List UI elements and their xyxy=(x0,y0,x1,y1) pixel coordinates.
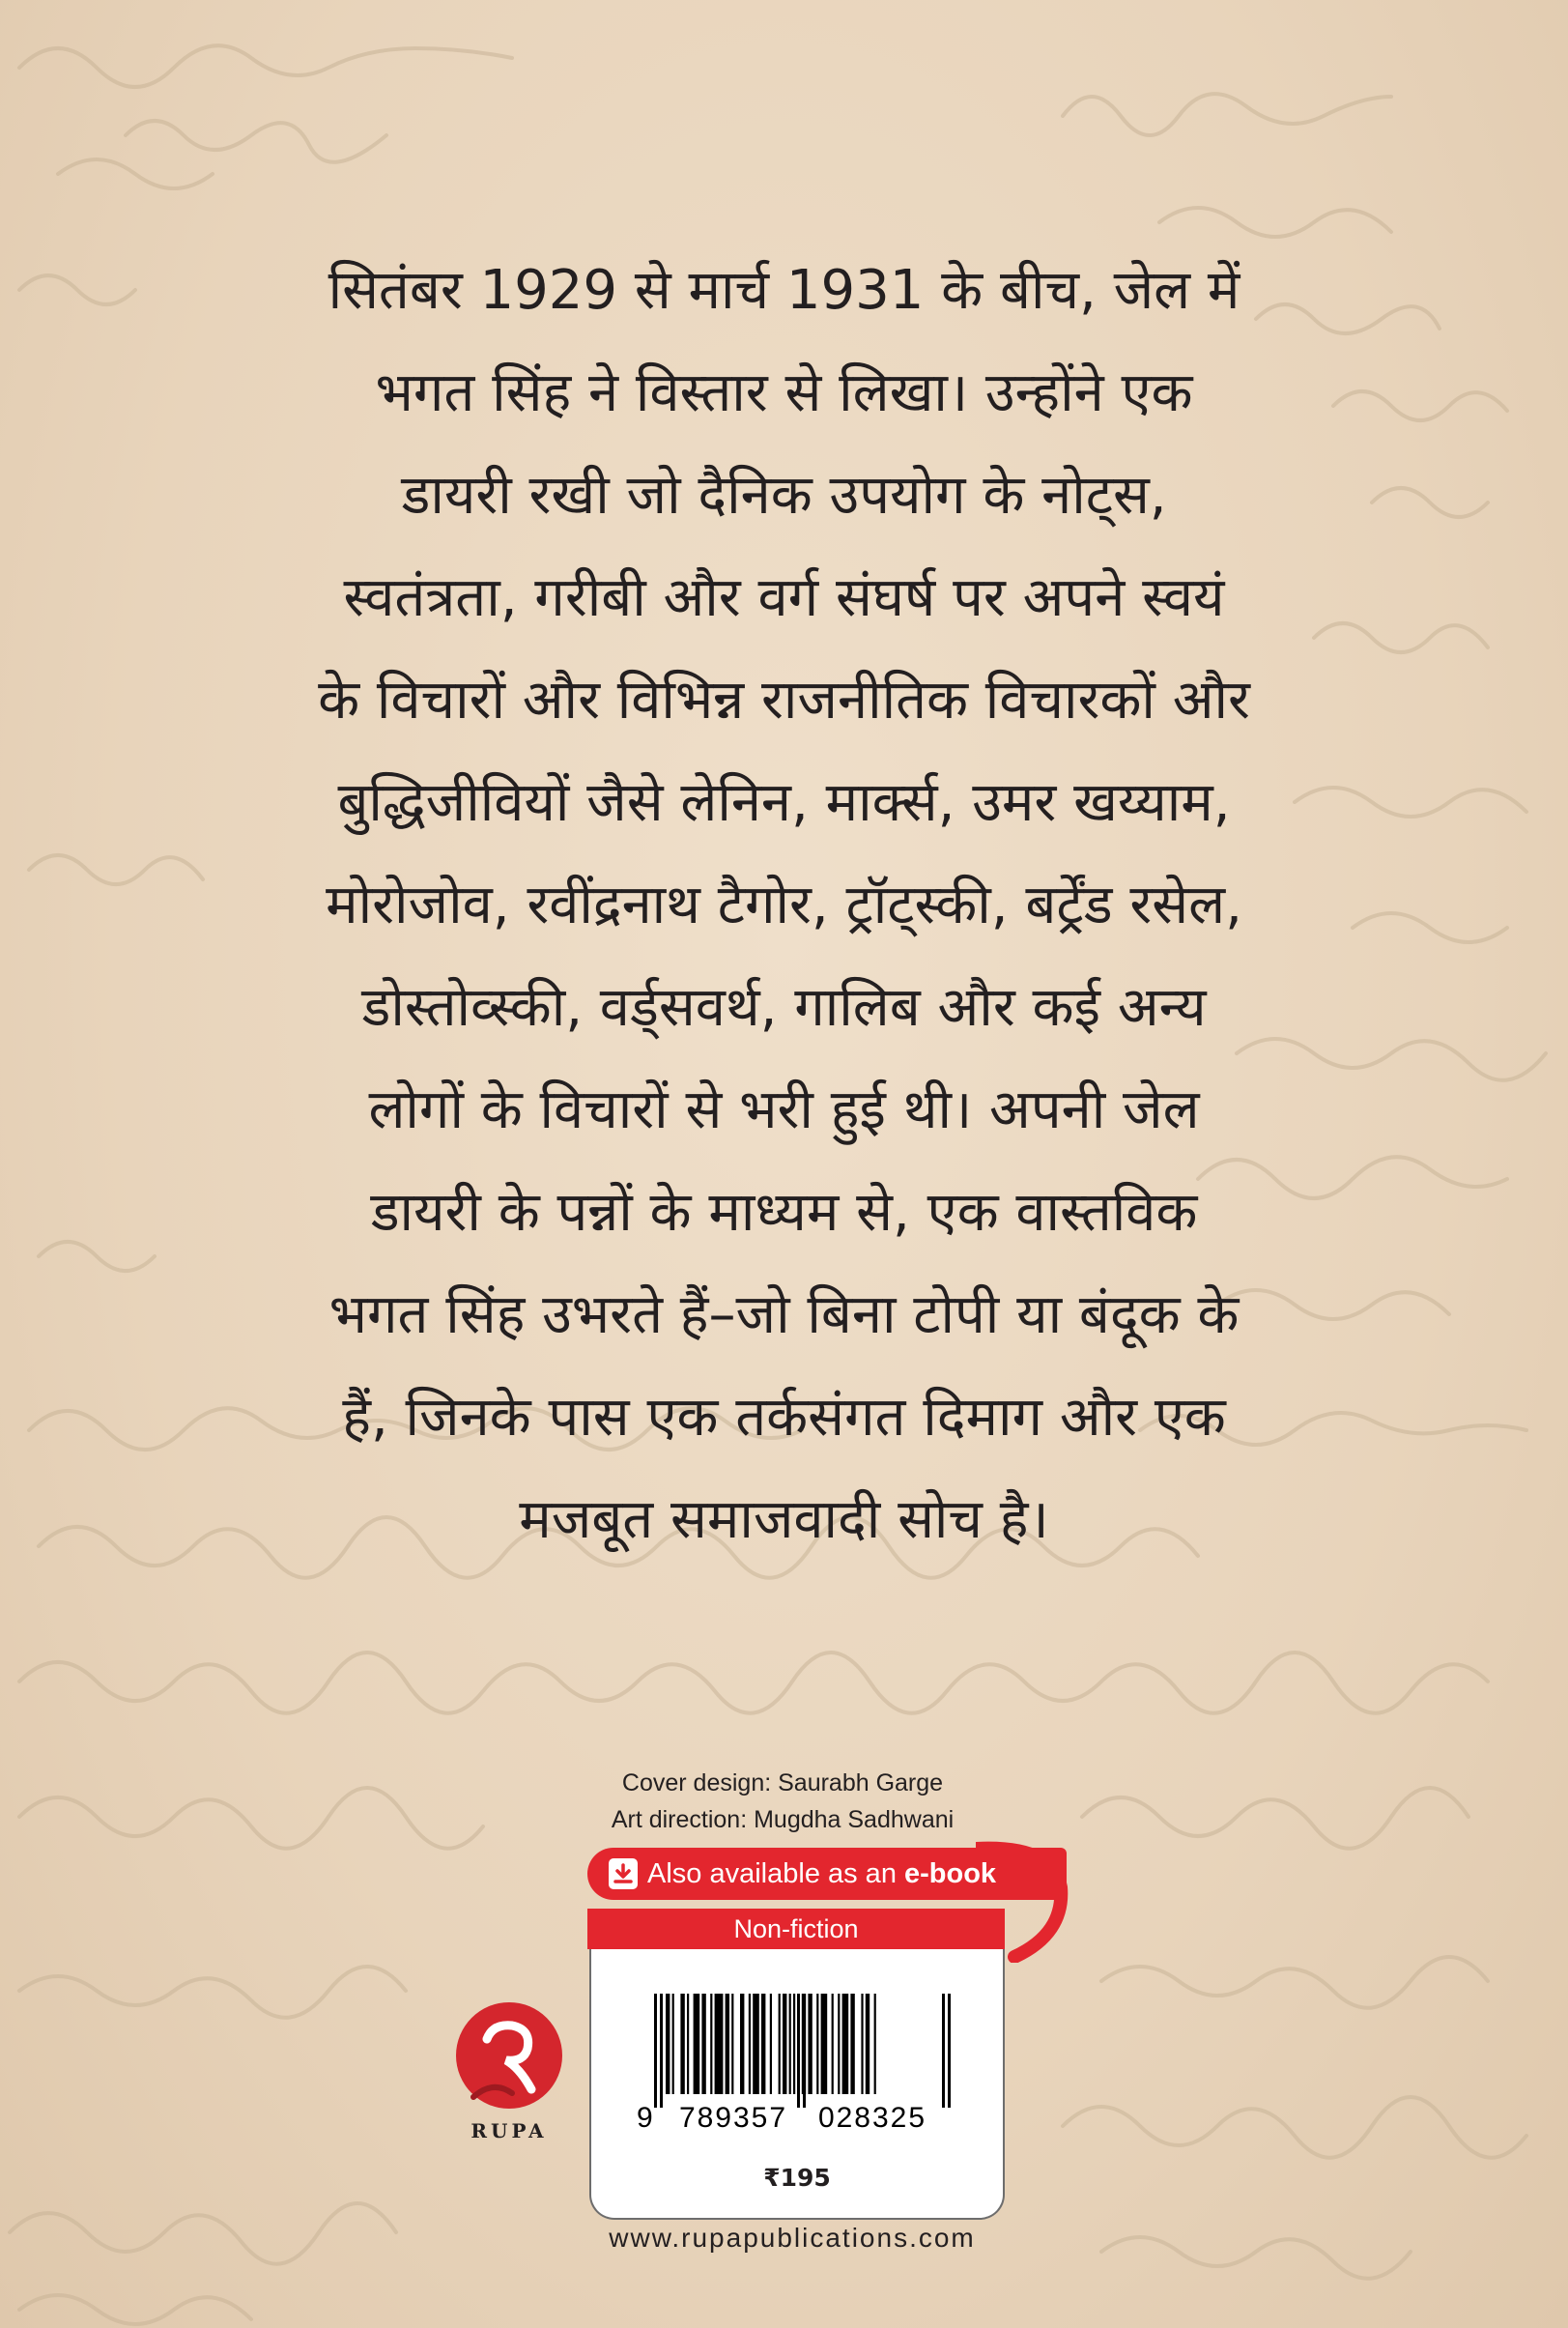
blurb-line: भगत सिंह उभरते हैं–जो बिना टोपी या बंदूक के xyxy=(328,1283,1240,1346)
barcode-bar xyxy=(761,1994,765,2094)
blurb-line: स्वतंत्रता, गरीबी और वर्ग संघर्ष पर अपने स्वयं xyxy=(343,566,1225,629)
ebook-text-prefix: Also available as an xyxy=(647,1857,904,1889)
blurb-line: बुद्धिजीवियों जैसे लेनिन, मार्क्स, उमर खय्याम, xyxy=(337,771,1231,834)
rupa-logo-icon xyxy=(454,2000,564,2111)
blurb-line: हैं, जिनके पास एक तर्कसंगत दिमाग और एक xyxy=(342,1386,1226,1449)
barcode-bar xyxy=(808,1994,812,2094)
ebook-text-bold: e-book xyxy=(904,1857,997,1889)
barcode-bar xyxy=(710,1994,712,2094)
barcode-bar xyxy=(816,1994,818,2094)
barcode-guard-bar xyxy=(654,1994,657,2108)
design-credits xyxy=(541,1765,1024,1838)
barcode-bar xyxy=(731,1994,733,2094)
publisher-logo xyxy=(454,2000,570,2145)
barcode-bar xyxy=(680,1994,684,2094)
barcode-bar xyxy=(783,1994,786,2094)
publisher-name: RUPA xyxy=(470,2119,548,2142)
barcode-bar xyxy=(753,1994,759,2094)
barcode-bar xyxy=(838,1994,840,2094)
barcode-guard-bar xyxy=(803,1994,806,2108)
barcode-lead-digit: 9 xyxy=(637,2102,653,2134)
barcode-bar xyxy=(779,1994,781,2094)
barcode-bar xyxy=(672,1994,674,2094)
barcode-bar xyxy=(770,1994,772,2094)
blurb-line: डोस्तोव्स्की, वर्ड्सवर्थ, गालिब और कई अन्य xyxy=(361,976,1207,1039)
barcode-guard-bar xyxy=(942,1994,945,2108)
barcode-group-1: 789357 xyxy=(678,2102,788,2134)
blurb-line: डायरी रखी जो दैनिक उपयोग के नोट्स, xyxy=(401,464,1167,527)
blurb-line: लोगों के विचारों से भरी हुई थी। अपनी जेल xyxy=(368,1078,1200,1141)
isbn-barcode xyxy=(635,1994,963,2139)
cover-design-credit: Cover design: Saurabh Garge xyxy=(621,1769,944,1796)
blurb-line: के विचारों और विभिन्न राजनीतिक विचारकों और xyxy=(318,669,1250,732)
barcode-bar xyxy=(866,1994,870,2094)
barcode-guard-bar xyxy=(797,1994,800,2108)
barcode-bar xyxy=(666,1994,670,2094)
blurb-line: डायरी के पन्नों के माध्यम से, एक वास्तविक xyxy=(370,1181,1198,1244)
barcode-bar xyxy=(832,1994,834,2094)
barcode-bar xyxy=(749,1994,751,2094)
barcode-guard-bar xyxy=(660,1994,663,2108)
ebook-banner xyxy=(587,1848,1067,1900)
barcode-bar xyxy=(715,1994,724,2094)
barcode-bar xyxy=(740,1994,744,2094)
website-link[interactable]: www.rupapublications.com xyxy=(609,2223,976,2253)
barcode-bar xyxy=(789,1994,791,2094)
genre-label: Non-fiction xyxy=(587,1909,1005,1949)
barcode-guard-bar xyxy=(948,1994,951,2108)
barcode-group-2: 028325 xyxy=(817,2102,927,2134)
blurb-line: मजबूत समाजवादी सोच है। xyxy=(519,1488,1049,1551)
blurb-line: भगत सिंह ने विस्तार से लिखा। उन्होंने एक xyxy=(375,361,1193,424)
barcode-bar xyxy=(726,1994,729,2094)
ebook-availability-text xyxy=(647,1858,996,1890)
blurb-line: सितंबर 1929 से मार्च 1931 के बीच, जेल में xyxy=(328,259,1240,322)
barcode-panel xyxy=(589,1949,1005,2220)
barcode-bar xyxy=(687,1994,689,2094)
art-direction-credit: Art direction: Mugdha Sadhwani xyxy=(611,1806,955,1833)
barcode-bar xyxy=(861,1994,863,2094)
barcode-bar xyxy=(701,1994,705,2094)
blurb-line: मोरोजोव, रवींद्रनाथ टैगोर, ट्रॉट्स्की, बर्ट्रेंड रसेल, xyxy=(326,874,1242,936)
blurb-text xyxy=(232,240,1336,1571)
barcode-bar xyxy=(694,1994,700,2094)
price: ₹195 xyxy=(763,2164,831,2192)
barcode-bar xyxy=(793,1994,795,2094)
barcode-bar xyxy=(842,1994,849,2094)
barcode-bar xyxy=(874,1994,876,2094)
download-icon xyxy=(609,1858,638,1889)
barcode-bar xyxy=(850,1994,854,2094)
barcode-bar xyxy=(821,1994,828,2094)
